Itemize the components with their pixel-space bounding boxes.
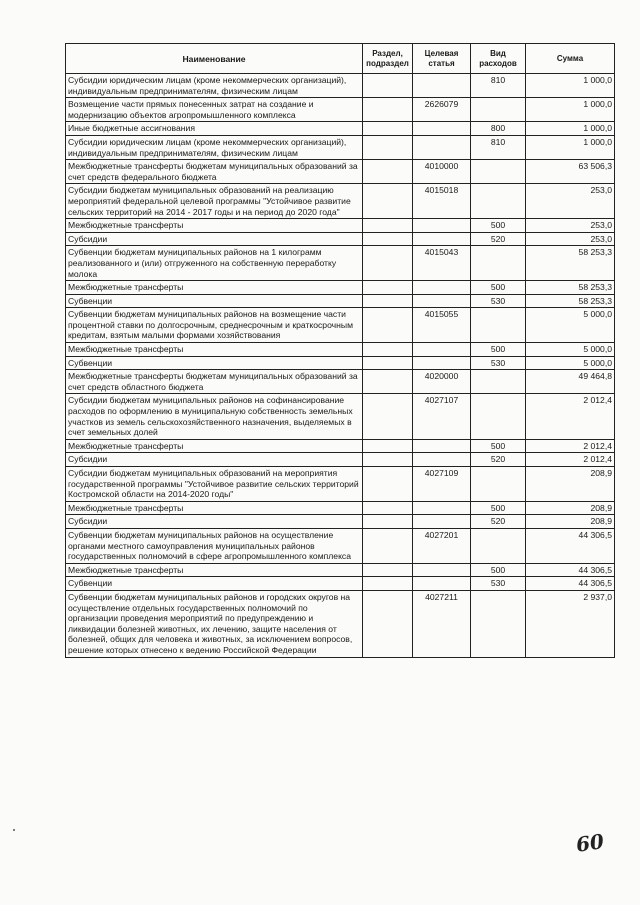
- cell-name: Субсидии бюджетам муниципальных районов на софинансирование расходов по оформлению в муниципальную собственность земельных участков из земель сельскохозяйственного назначения, выделяемых в счет земельных долей: [66, 394, 363, 439]
- table-row: [66, 343, 615, 357]
- table-body: [66, 74, 615, 658]
- cell-section: [363, 184, 413, 219]
- table-row: [66, 184, 615, 219]
- cell-article: 4027201: [413, 528, 471, 563]
- cell-article: [413, 232, 471, 246]
- cell-name: Иные бюджетные ассигнования: [66, 122, 363, 136]
- cell-kind: [471, 394, 526, 439]
- table-row: [66, 219, 615, 233]
- cell-article: 2626079: [413, 98, 471, 122]
- cell-sum: 49 464,8: [526, 370, 615, 394]
- cell-sum: 253,0: [526, 219, 615, 233]
- cell-article: [413, 281, 471, 295]
- cell-sum: 44 306,5: [526, 577, 615, 591]
- cell-sum: 208,9: [526, 467, 615, 502]
- cell-section: [363, 281, 413, 295]
- cell-section: [363, 308, 413, 343]
- cell-section: [363, 74, 413, 98]
- header-section: Раздел, подраздел: [363, 44, 413, 74]
- budget-table: [65, 43, 615, 658]
- cell-article: [413, 122, 471, 136]
- cell-article: 4010000: [413, 160, 471, 184]
- table-row: [66, 135, 615, 159]
- header-kind: Вид расходов: [471, 44, 526, 74]
- cell-section: [363, 439, 413, 453]
- cell-section: [363, 98, 413, 122]
- cell-article: 4015043: [413, 246, 471, 281]
- cell-kind: [471, 467, 526, 502]
- cell-kind: [471, 246, 526, 281]
- cell-article: [413, 577, 471, 591]
- cell-kind: [471, 590, 526, 657]
- table-row: [66, 232, 615, 246]
- cell-kind: 500: [471, 439, 526, 453]
- cell-article: 4027211: [413, 590, 471, 657]
- cell-name: Межбюджетные трансферты: [66, 281, 363, 295]
- cell-name: Субвенции бюджетам муниципальных районов на 1 килограмм реализованного и (или) отгруженного на собственную переработку молока: [66, 246, 363, 281]
- cell-sum: 44 306,5: [526, 563, 615, 577]
- cell-kind: 530: [471, 577, 526, 591]
- cell-section: [363, 590, 413, 657]
- cell-section: [363, 515, 413, 529]
- cell-kind: [471, 370, 526, 394]
- cell-kind: [471, 308, 526, 343]
- cell-name: Субвенции бюджетам муниципальных районов на осуществление органами местного самоуправления муниципальных районов государственных полномочий в сфере агропромышленного комплекса: [66, 528, 363, 563]
- cell-article: 4015018: [413, 184, 471, 219]
- cell-sum: 1 000,0: [526, 74, 615, 98]
- cell-sum: 208,9: [526, 515, 615, 529]
- cell-sum: 63 506,3: [526, 160, 615, 184]
- cell-sum: 1 000,0: [526, 135, 615, 159]
- cell-article: [413, 515, 471, 529]
- cell-name: Субсидии бюджетам муниципальных образований на реализацию мероприятий федеральной целевой программы "Устойчивое развитие сельских территорий на 2014 - 2017 годы и на период до 2020 года": [66, 184, 363, 219]
- cell-section: [363, 577, 413, 591]
- table-row: [66, 98, 615, 122]
- cell-name: Субвенции бюджетам муниципальных районов и городских округов на осуществление отдельных государственных полномочий по организации проведения мероприятий по предупреждению и ликвидации болезней животных, их лечению, защите населения от болезней, общих для человека и животных, за исключением вопросов, решение которых отнесено к ведению Российской Федерации: [66, 590, 363, 657]
- cell-kind: 500: [471, 281, 526, 295]
- cell-section: [363, 453, 413, 467]
- table-row: [66, 74, 615, 98]
- cell-sum: 1 000,0: [526, 98, 615, 122]
- cell-section: [363, 528, 413, 563]
- cell-sum: 58 253,3: [526, 246, 615, 281]
- cell-kind: 810: [471, 135, 526, 159]
- cell-section: [363, 160, 413, 184]
- cell-article: 4027109: [413, 467, 471, 502]
- cell-section: [363, 294, 413, 308]
- table-row: [66, 246, 615, 281]
- table-row: [66, 122, 615, 136]
- header-sum: Сумма: [526, 44, 615, 74]
- table-row: [66, 515, 615, 529]
- cell-sum: 2 937,0: [526, 590, 615, 657]
- cell-section: [363, 370, 413, 394]
- cell-name: Межбюджетные трансферты бюджетам муниципальных образований за счет средств областного бюджета: [66, 370, 363, 394]
- cell-section: [363, 356, 413, 370]
- cell-name: Субсидии: [66, 515, 363, 529]
- header-article: Целевая статья: [413, 44, 471, 74]
- scan-speck: [13, 829, 15, 831]
- cell-name: Субвенции: [66, 294, 363, 308]
- table-row: [66, 394, 615, 439]
- cell-kind: 800: [471, 122, 526, 136]
- table-row: [66, 577, 615, 591]
- table-row: [66, 563, 615, 577]
- cell-section: [363, 467, 413, 502]
- cell-section: [363, 246, 413, 281]
- cell-kind: [471, 528, 526, 563]
- cell-article: 4020000: [413, 370, 471, 394]
- cell-name: Субсидии юридическим лицам (кроме некоммерческих организаций), индивидуальным предпринимателям, физическим лицам: [66, 74, 363, 98]
- cell-name: Возмещение части прямых понесенных затрат на создание и модернизацию объектов агропромышленного комплекса: [66, 98, 363, 122]
- cell-article: [413, 356, 471, 370]
- cell-name: Субсидии: [66, 232, 363, 246]
- cell-sum: 44 306,5: [526, 528, 615, 563]
- cell-kind: 810: [471, 74, 526, 98]
- cell-name: Межбюджетные трансферты: [66, 501, 363, 515]
- page-number: 60: [574, 829, 606, 857]
- cell-article: 4015055: [413, 308, 471, 343]
- cell-sum: 58 253,3: [526, 281, 615, 295]
- cell-article: [413, 563, 471, 577]
- table-header-row: [66, 44, 615, 74]
- cell-section: [363, 501, 413, 515]
- cell-section: [363, 122, 413, 136]
- cell-sum: 2 012,4: [526, 394, 615, 439]
- cell-article: [413, 74, 471, 98]
- cell-name: Межбюджетные трансферты бюджетам муниципальных образований за счет средств федерального бюджета: [66, 160, 363, 184]
- cell-kind: 520: [471, 232, 526, 246]
- cell-section: [363, 343, 413, 357]
- cell-section: [363, 135, 413, 159]
- table-row: [66, 281, 615, 295]
- cell-name: Субвенции: [66, 577, 363, 591]
- table-row: [66, 294, 615, 308]
- cell-sum: 253,0: [526, 232, 615, 246]
- cell-sum: 5 000,0: [526, 356, 615, 370]
- cell-sum: 5 000,0: [526, 308, 615, 343]
- cell-kind: 520: [471, 453, 526, 467]
- cell-kind: [471, 160, 526, 184]
- header-name: Наименование: [66, 44, 363, 74]
- cell-kind: [471, 184, 526, 219]
- cell-section: [363, 394, 413, 439]
- cell-name: Межбюджетные трансферты: [66, 563, 363, 577]
- cell-section: [363, 219, 413, 233]
- cell-kind: 500: [471, 501, 526, 515]
- cell-name: Субсидии бюджетам муниципальных образований на мероприятия государственной программы "Устойчивое развитие сельских территорий Костромской области на 2014-2020 годы": [66, 467, 363, 502]
- cell-article: [413, 343, 471, 357]
- cell-name: Субсидии: [66, 453, 363, 467]
- cell-sum: 2 012,4: [526, 453, 615, 467]
- cell-kind: 500: [471, 219, 526, 233]
- cell-name: Межбюджетные трансферты: [66, 439, 363, 453]
- cell-kind: 530: [471, 356, 526, 370]
- cell-sum: 5 000,0: [526, 343, 615, 357]
- cell-article: 4027107: [413, 394, 471, 439]
- cell-article: [413, 453, 471, 467]
- cell-name: Субсидии юридическим лицам (кроме некоммерческих организаций), индивидуальным предпринимателям, физическим лицам: [66, 135, 363, 159]
- table-row: [66, 467, 615, 502]
- table-row: [66, 370, 615, 394]
- cell-article: [413, 219, 471, 233]
- cell-article: [413, 135, 471, 159]
- cell-name: Межбюджетные трансферты: [66, 343, 363, 357]
- cell-name: Субвенции: [66, 356, 363, 370]
- table-row: [66, 160, 615, 184]
- cell-section: [363, 232, 413, 246]
- cell-name: Субвенции бюджетам муниципальных районов на возмещение части процентной ставки по долгосрочным, среднесрочным и краткосрочным кредитам, взятым малыми формами хозяйствования: [66, 308, 363, 343]
- cell-sum: 58 253,3: [526, 294, 615, 308]
- cell-article: [413, 501, 471, 515]
- cell-article: [413, 439, 471, 453]
- table-row: [66, 528, 615, 563]
- cell-kind: 500: [471, 343, 526, 357]
- cell-sum: 253,0: [526, 184, 615, 219]
- cell-kind: 500: [471, 563, 526, 577]
- table-row: [66, 356, 615, 370]
- table-row: [66, 453, 615, 467]
- table-row: [66, 590, 615, 657]
- cell-section: [363, 563, 413, 577]
- cell-sum: 1 000,0: [526, 122, 615, 136]
- cell-kind: [471, 98, 526, 122]
- cell-article: [413, 294, 471, 308]
- table-row: [66, 439, 615, 453]
- cell-kind: 530: [471, 294, 526, 308]
- cell-kind: 520: [471, 515, 526, 529]
- cell-sum: 208,9: [526, 501, 615, 515]
- table-row: [66, 501, 615, 515]
- table-row: [66, 308, 615, 343]
- cell-name: Межбюджетные трансферты: [66, 219, 363, 233]
- cell-sum: 2 012,4: [526, 439, 615, 453]
